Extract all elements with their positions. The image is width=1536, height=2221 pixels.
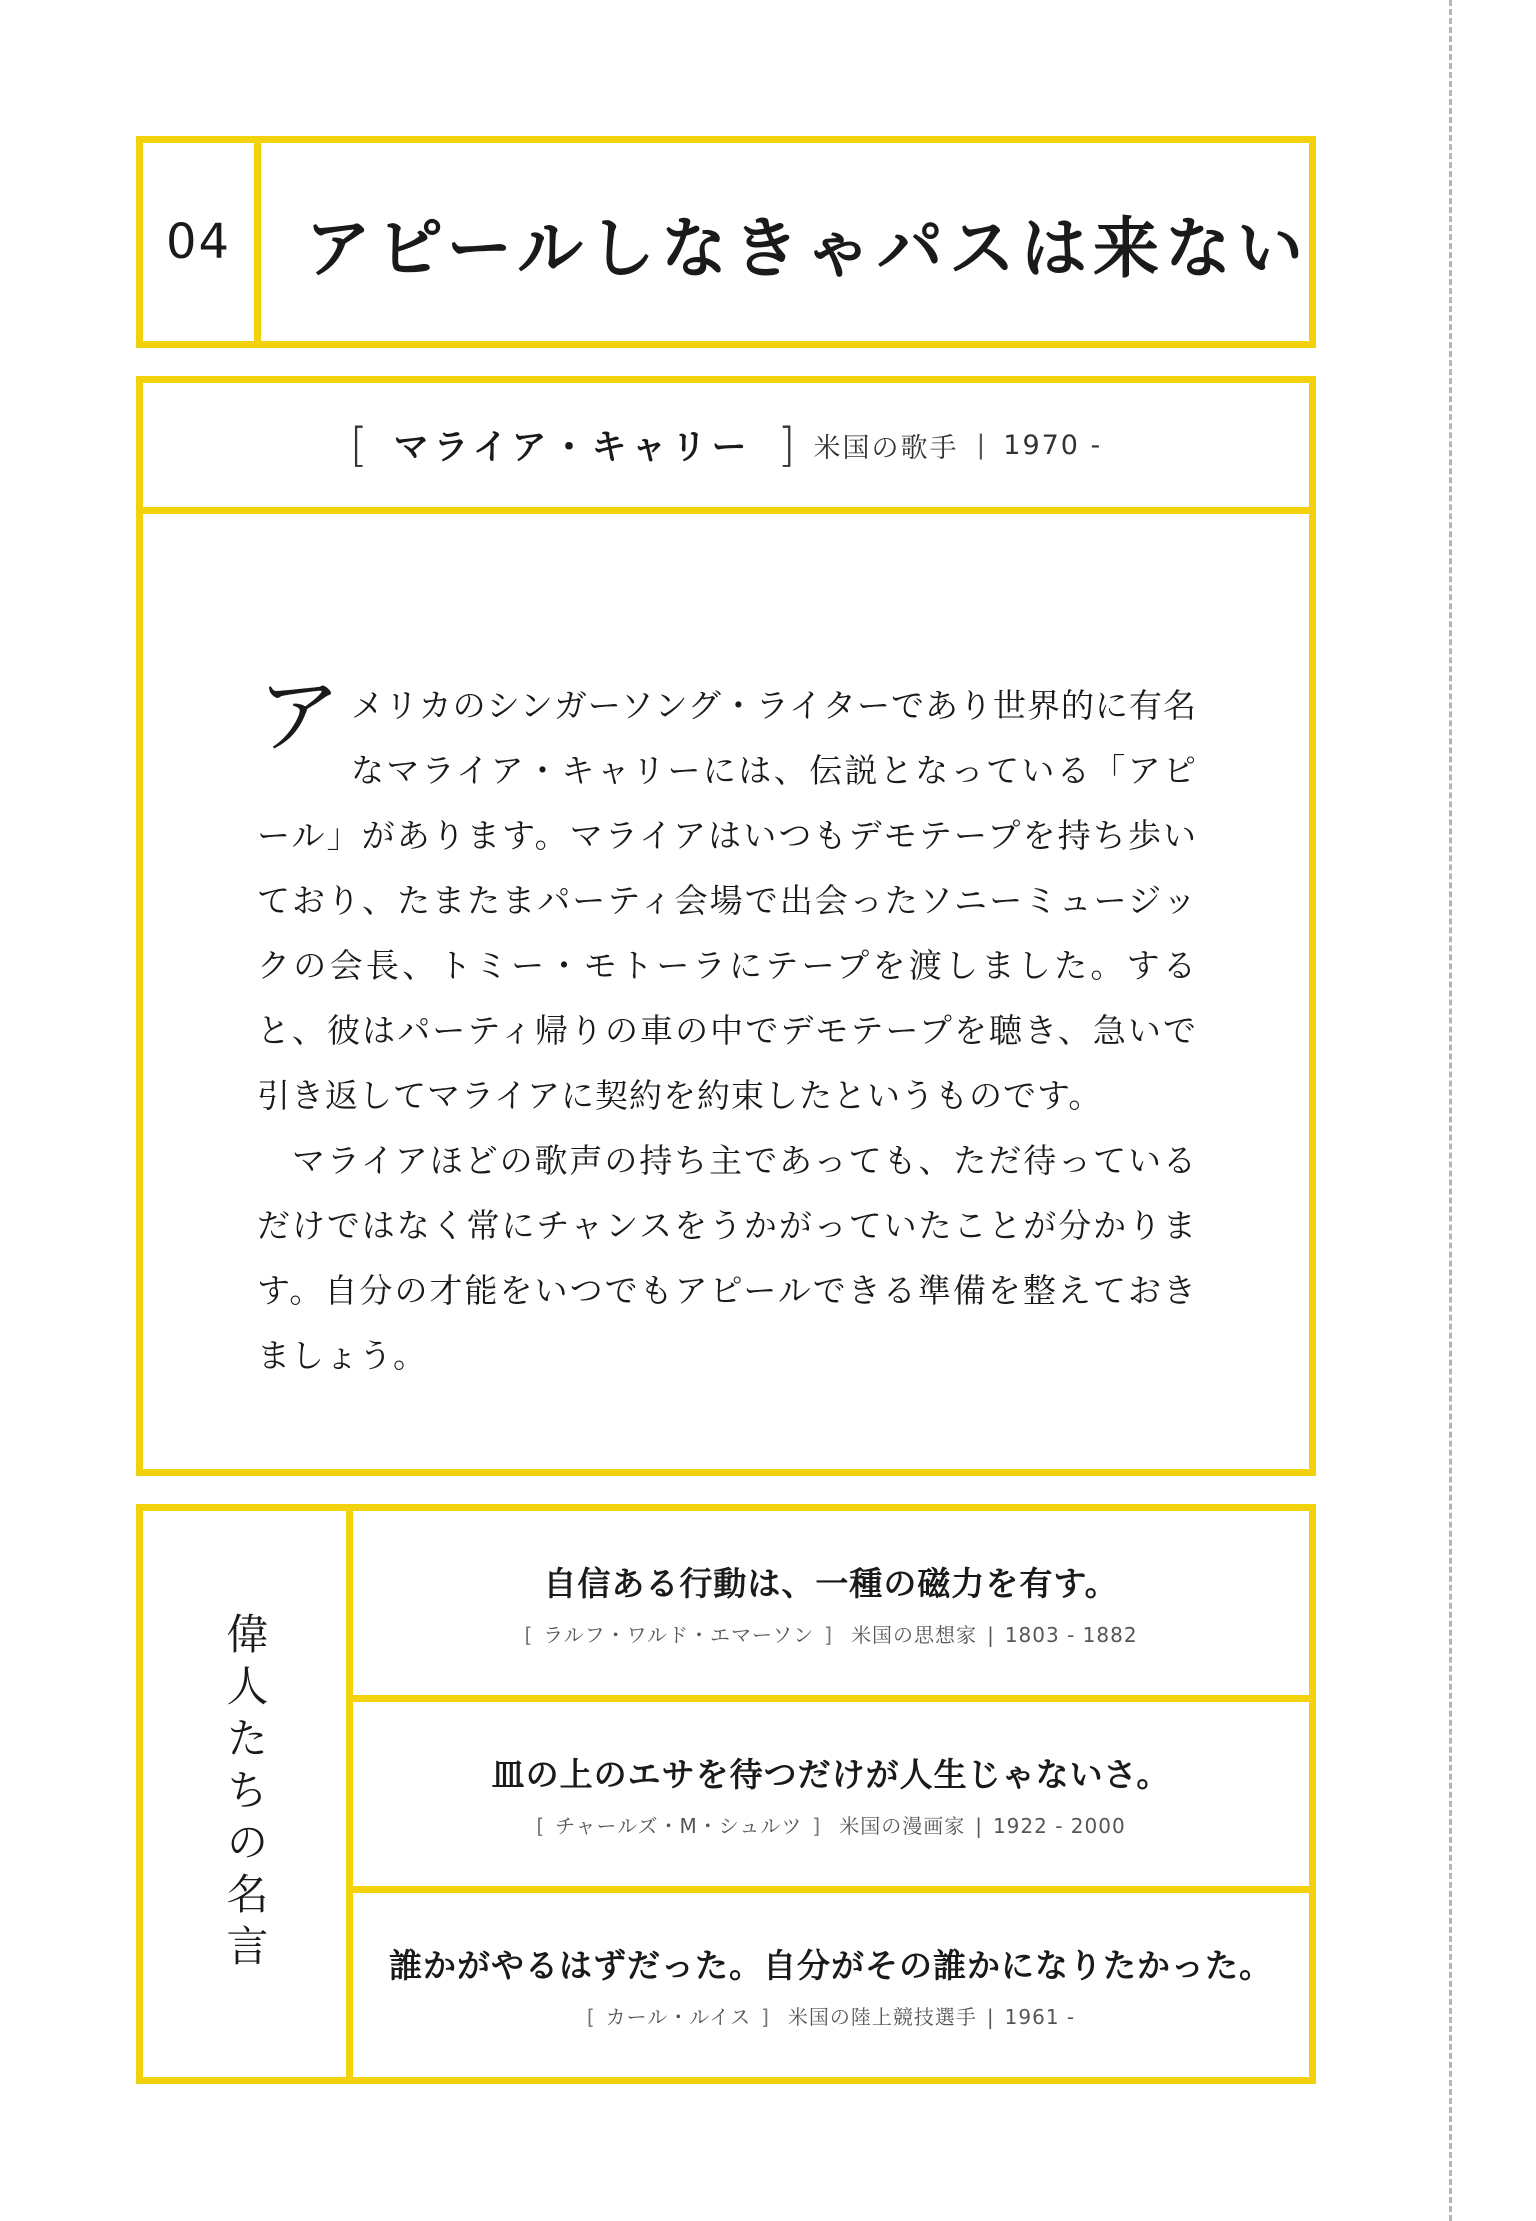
body-paragraph-2 xyxy=(257,1128,1197,1388)
quote-author-description: 米国の漫画家 xyxy=(839,1814,966,1838)
quotes-section xyxy=(136,1504,1316,2084)
quote-separator: | xyxy=(986,2005,995,2029)
quote-author-years: 1961 - xyxy=(1004,2005,1076,2029)
quote-attribution xyxy=(524,1619,1137,1648)
quote-author-description: 米国の陸上競技選手 xyxy=(787,2005,977,2029)
quotes-label: 偉人たちの名言 xyxy=(220,1612,270,1976)
quote-bracket-open: [ xyxy=(536,1814,546,1838)
person-years: 1970 - xyxy=(1003,429,1103,461)
quote-bracket-open: [ xyxy=(524,1623,534,1647)
body-text xyxy=(257,667,1197,1388)
quote-text: 自信ある行動は、一種の磁力を有す。 xyxy=(543,1564,1119,1603)
quote-text: 誰かがやるはずだった。自分がその誰かになりたかった。 xyxy=(389,1946,1273,1985)
quote-attribution xyxy=(536,1810,1125,1839)
chapter-title: アピールしなきゃパスは来ない xyxy=(304,209,1309,287)
body-paragraph-1-text: メリカのシンガーソング・ライターであり世界的に有名なマライア・キャリーには、伝説となっている「アピール」があります。マライアはいつもデモテープを持ち歩いており、たまたまパーティ会場で出会ったソニーミュージックの会長、トミー・モトーラにテープを渡しました。すると、彼はパーティ帰りの車の中でデモテープを聴き、急いで引き返してマライアに契約を約束したというものです。 xyxy=(257,686,1197,1115)
quote-bracket-close: ] xyxy=(812,1814,822,1838)
chapter-header xyxy=(136,136,1316,348)
person-section xyxy=(136,376,1316,1476)
quote-author-description: 米国の思想家 xyxy=(851,1623,978,1647)
quote-author-years: 1922 - 2000 xyxy=(992,1814,1126,1838)
quote-author: チャールズ・M・シュルツ xyxy=(555,1814,803,1838)
quotes-list xyxy=(353,1511,1309,2077)
person-separator: | xyxy=(976,430,986,460)
chapter-number: 04 xyxy=(143,143,261,341)
person-bracket-close: ] xyxy=(777,418,796,472)
quote-item xyxy=(353,1511,1309,1702)
person-description: 米国の歌手 xyxy=(813,432,959,464)
quote-separator: | xyxy=(975,1814,983,1838)
body-paragraph-1 xyxy=(257,667,1197,1128)
quotes-label-cell xyxy=(143,1511,353,2077)
quote-separator: | xyxy=(987,1623,995,1647)
body-paragraph-2-text: マライアほどの歌声の持ち主であっても、ただ待っているだけではなく常にチャンスをうかがっていたことが分かります。自分の才能をいつでもアピールできる準備を整えておきましょう。 xyxy=(257,1141,1197,1375)
person-name: マライア・キャリー xyxy=(393,428,752,468)
quote-item xyxy=(353,1702,1309,1893)
quote-author: カール・ルイス xyxy=(605,2005,752,2029)
cut-line xyxy=(1449,0,1452,2221)
quote-bracket-close: ] xyxy=(761,2005,770,2029)
quote-item xyxy=(353,1893,1309,2077)
person-info xyxy=(143,383,1309,514)
quote-attribution xyxy=(587,2001,1075,2030)
quote-author-years: 1803 - 1882 xyxy=(1004,1623,1138,1647)
quote-author: ラルフ・ワルド・エマーソン xyxy=(543,1623,815,1647)
quote-bracket-open: [ xyxy=(586,2005,596,2029)
person-bracket-open: [ xyxy=(349,418,368,472)
quote-text: 皿の上のエサを待つだけが人生じゃないさ。 xyxy=(491,1755,1171,1794)
quote-bracket-close: ] xyxy=(824,1623,834,1647)
drop-cap: ア xyxy=(257,667,343,765)
